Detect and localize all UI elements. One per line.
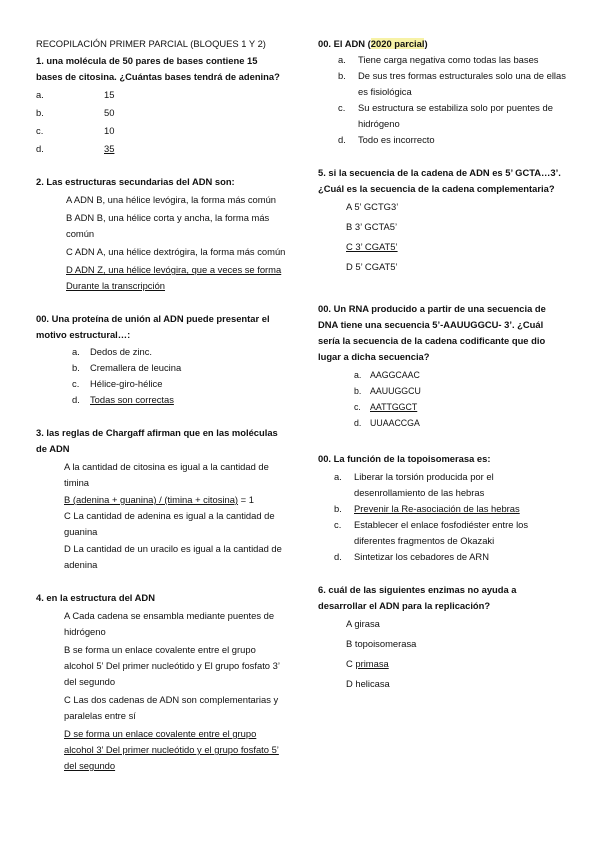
- question-prefix: 00. El ADN (: [318, 38, 371, 49]
- option: C La cantidad de adenina es igual a la cantidad de guanina: [64, 510, 275, 537]
- option-text: Tiene carga negativa como todas las bases: [358, 54, 539, 65]
- option: [318, 383, 566, 399]
- option-text: 15: [104, 89, 115, 100]
- option-label: d.: [36, 143, 44, 154]
- option-label: b.: [334, 503, 342, 514]
- question-4: [36, 425, 286, 573]
- question-text: 4. en la estructura del ADN: [36, 592, 155, 603]
- option: A girasa: [346, 618, 380, 629]
- question-5: [36, 590, 286, 774]
- option-text: De sus tres formas estructurales solo una de ellas es fisiológica: [358, 70, 566, 97]
- question-3: [36, 311, 286, 408]
- option: D helicasa: [346, 678, 390, 689]
- option: [36, 344, 286, 360]
- option: C ADN A, una hélice dextrógira, la forma más común: [66, 246, 286, 257]
- option-label: c.: [36, 125, 44, 136]
- question-text: 00. Un RNA producido a partir de una secuencia de DNA tiene una secuencia 5’-AAUUGGCU- 3’. ¿Cuál sería la secuencia de la cadena codificante que dio lugar a dicha secuencia?: [318, 303, 546, 362]
- option: [36, 87, 286, 103]
- question-text: 5. si la secuencia de la cadena de ADN es 5’ GCTA…3’. ¿Cuál es la secuencia de la cadena complementaria?: [318, 167, 561, 194]
- option: [318, 469, 566, 501]
- page-title: RECOPILACIÓN PRIMER PARCIAL (BLOQUES 1 Y 2): [36, 38, 266, 49]
- question-text: 1. una molécula de 50 pares de bases contiene 15 bases de citosina. ¿Cuántas bases tendrá de adenina?: [36, 55, 280, 82]
- option-text: B (adenina + guanina) / (timina + citosina): [64, 494, 239, 505]
- option-label: a.: [334, 471, 342, 482]
- option: B ADN B, una hélice corta y ancha, la forma más común: [66, 212, 270, 239]
- option-label: d.: [354, 418, 362, 428]
- option: [318, 517, 566, 549]
- option: A la cantidad de citosina es igual a la cantidad de timina: [64, 461, 269, 488]
- option: [36, 123, 286, 139]
- option-text: 10: [104, 125, 115, 136]
- option-correct: C 3’ CGAT5’: [346, 241, 398, 252]
- option-text: UUAACCGA: [370, 418, 420, 428]
- option-text: Dedos de zinc.: [90, 346, 153, 357]
- option: [318, 100, 566, 132]
- option: C Las dos cadenas de ADN son complementarias y paralelas entre sí: [64, 694, 279, 721]
- option-label: c.: [354, 402, 361, 412]
- left-column: [36, 36, 286, 791]
- question-9: [318, 451, 566, 565]
- option: [36, 105, 286, 121]
- question-text: 00. La función de la topoisomerasa es:: [318, 453, 491, 464]
- option-text: Su estructura se estabiliza solo por puentes de hidrógeno: [358, 102, 553, 129]
- option-correct: [36, 492, 286, 508]
- option-label: d.: [338, 134, 346, 145]
- option-text: Sintetizar los cebadores de ARN: [354, 551, 489, 562]
- question-text: [318, 36, 566, 52]
- option: [36, 360, 286, 376]
- option: [318, 68, 566, 100]
- option-label: d.: [334, 551, 342, 562]
- option-prefix: C: [346, 658, 356, 669]
- option-text: AAUUGGCU: [370, 386, 421, 396]
- option-text: AAGGCAAC: [370, 370, 420, 380]
- option-correct: [318, 399, 566, 415]
- option: B se forma un enlace covalente entre el grupo alcohol 5’ Del primer nucleótido y El grupo fosfato 3’ del segundo: [64, 644, 280, 687]
- right-column: [318, 36, 566, 709]
- option: A ADN B, una hélice levógira, la forma más común: [66, 194, 276, 205]
- question-text: 00. Una proteína de unión al ADN puede presentar el motivo estructural…:: [36, 313, 270, 340]
- option-label: b.: [338, 70, 346, 81]
- question-7: [318, 165, 566, 275]
- highlighted-note: 2020 parcial: [370, 38, 425, 49]
- option-correct: [318, 501, 566, 517]
- option: D La cantidad de un uracilo es igual a la cantidad de adenina: [64, 543, 282, 570]
- option: A 5’ GCTG3’: [346, 201, 399, 212]
- option: [36, 376, 286, 392]
- option: B topoisomerasa: [346, 638, 417, 649]
- option: [318, 132, 566, 148]
- option-text: Hélice-giro-hélice: [90, 378, 163, 389]
- question-6: [318, 36, 566, 148]
- question-10: [318, 582, 566, 692]
- option-label: d.: [72, 394, 80, 405]
- option-text: Liberar la torsión producida por el desenrollamiento de las hebras: [354, 471, 494, 498]
- option: [318, 415, 566, 431]
- option-label: b.: [72, 362, 80, 373]
- option-label: b.: [354, 386, 362, 396]
- option: A Cada cadena se ensambla mediante puentes de hidrógeno: [64, 610, 275, 637]
- question-suffix: ): [424, 38, 428, 49]
- option-correct: [36, 141, 286, 157]
- option-label: b.: [36, 107, 44, 118]
- option-label: a.: [36, 89, 44, 100]
- option-label: c.: [72, 378, 80, 389]
- option-text: primasa: [355, 658, 389, 669]
- question-2: [36, 174, 286, 294]
- option-text: Establecer el enlace fosfodiéster entre los diferentes fragmentos de Okazaki: [354, 519, 529, 546]
- option-text: AATTGGCT: [370, 402, 418, 412]
- option: [318, 367, 566, 383]
- option-correct: D ADN Z, una hélice levógira, que a veces se forma Durante la transcripción: [66, 264, 282, 291]
- question-text: 3. las reglas de Chargaff afirman que en las moléculas de ADN: [36, 427, 278, 454]
- option: [318, 549, 566, 565]
- option: D 5’ CGAT5’: [346, 261, 398, 272]
- option-correct: D se forma un enlace covalente entre el grupo alcohol 3’ Del primer nucleótido y el grupo fosfato 5’ del segundo: [64, 728, 279, 771]
- option-label: a.: [338, 54, 346, 65]
- option-correct: [36, 392, 286, 408]
- option-text: Prevenir la Re-asociación de las hebras: [354, 503, 520, 514]
- option-text: Todo es incorrecto: [358, 134, 435, 145]
- option-label: c.: [334, 519, 342, 530]
- question-8: [318, 301, 566, 431]
- option-text: 50: [104, 107, 115, 118]
- option-correct: [318, 656, 566, 672]
- option-label: a.: [72, 346, 80, 357]
- option: [318, 52, 566, 68]
- option-text: Todas son correctas: [90, 394, 174, 405]
- option-text: Cremallera de leucina: [90, 362, 182, 373]
- question-text: 2. Las estructuras secundarias del ADN son:: [36, 176, 235, 187]
- question-1: [36, 53, 286, 157]
- option-text: 35: [104, 143, 115, 154]
- option-label: a.: [354, 370, 362, 380]
- option: B 3’ GCTA5’: [346, 221, 398, 232]
- question-text: 6. cuál de las siguientes enzimas no ayuda a desarrollar el ADN para la replicación?: [318, 584, 517, 611]
- option-label: c.: [338, 102, 346, 113]
- option-suffix: = 1: [240, 494, 254, 505]
